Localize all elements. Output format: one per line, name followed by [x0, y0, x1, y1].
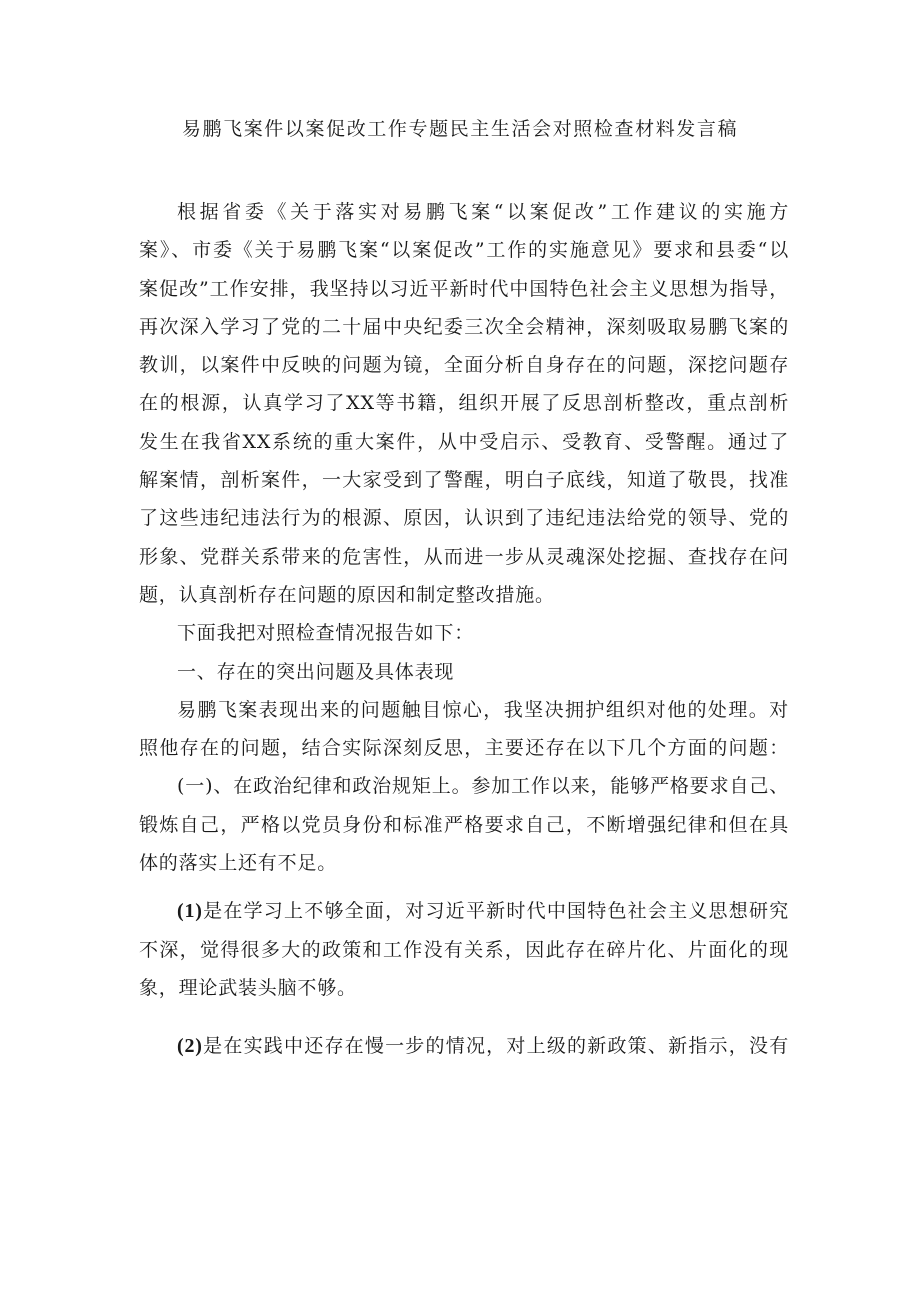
text-line: [139, 892, 789, 930]
item-number: (1): [177, 900, 203, 923]
text-line: 形象、党群关系带来的危害性，从而进一步从灵魂深处挖掘、查找存在问: [139, 545, 789, 568]
item-text: 是在实践中还存在慢一步的情况，对上级的新政策、新指示，没有: [202, 1035, 789, 1058]
text-line: 再次深入学习了党的二十届中央纪委三次全会精神，深刻吸取易鹏飞案的: [139, 315, 789, 338]
list-item-2: [139, 1027, 789, 1065]
text-line: 题，认真剖析存在问题的原因和制定整改措施。: [139, 583, 555, 606]
paragraph-political-discipline: [139, 767, 789, 882]
text-line: 照他存在的问题，结合实际深刻反思，主要还存在以下几个方面的问题：: [139, 737, 789, 760]
item-number: (2): [177, 1035, 203, 1058]
text-line: [139, 1027, 789, 1065]
text-line: 了这些违纪违法行为的根源、原因，认识到了违纪违法给党的领导、党的: [139, 507, 789, 530]
text-line: 教训，以案件中反映的问题为镜，全面分析自身存在的问题，深挖问题存: [139, 354, 789, 377]
text-line: 下面我把对照检查情况报告如下：: [177, 622, 475, 645]
section-heading-text: 一、存在的突出问题及具体表现: [177, 660, 455, 683]
text-line: 象，理论武装头脑不够。: [139, 976, 357, 999]
paragraph-report-intro: [139, 614, 789, 652]
text-line: (一)、在政治纪律和政治规矩上。参加工作以来，能够严格要求自己、: [177, 775, 789, 798]
text-line: 发生在我省XX系统的重大案件，从中受启示、受教育、受警醒。通过了: [139, 430, 789, 453]
text-line: 在的根源，认真学习了XX等书籍，组织开展了反思剖析整改，重点剖析: [139, 392, 789, 415]
text-line: 案》、市委《关于易鹏飞案“以案促改”工作的实施意见》要求和县委“以: [139, 239, 789, 262]
paragraph-intro: [139, 193, 789, 614]
document-body: [139, 193, 789, 1066]
text-line: 解案情，剖析案件，一大家受到了警醒，明白子底线，知道了敬畏，找准: [139, 469, 789, 492]
paragraph-reflection: [139, 691, 789, 768]
text-line: 不深，觉得很多大的政策和工作没有关系，因此存在碎片化、片面化的现: [139, 938, 789, 961]
section-heading: [139, 653, 789, 691]
list-item-1: [139, 892, 789, 1007]
text-line: 锻炼自己，严格以党员身份和标准严格要求自己，不断增强纪律和但在具: [139, 813, 789, 836]
text-line: 案促改”工作安排，我坚持以习近平新时代中国特色社会主义思想为指导，: [139, 277, 789, 300]
text-line: 根据省委《关于落实对易鹏飞案“以案促改”工作建议的实施方: [177, 201, 789, 223]
text-line: 易鹏飞案表现出来的问题触目惊心，我坚决拥护组织对他的处理。对: [177, 698, 789, 721]
document-title: 易鹏飞案件以案促改工作专题民主生活会对照检查材料发言稿: [181, 118, 739, 140]
item-text: 是在学习上不够全面，对习近平新时代中国特色社会主义思想研究: [202, 900, 789, 923]
text-line: 体的落实上还有不足。: [139, 852, 338, 875]
